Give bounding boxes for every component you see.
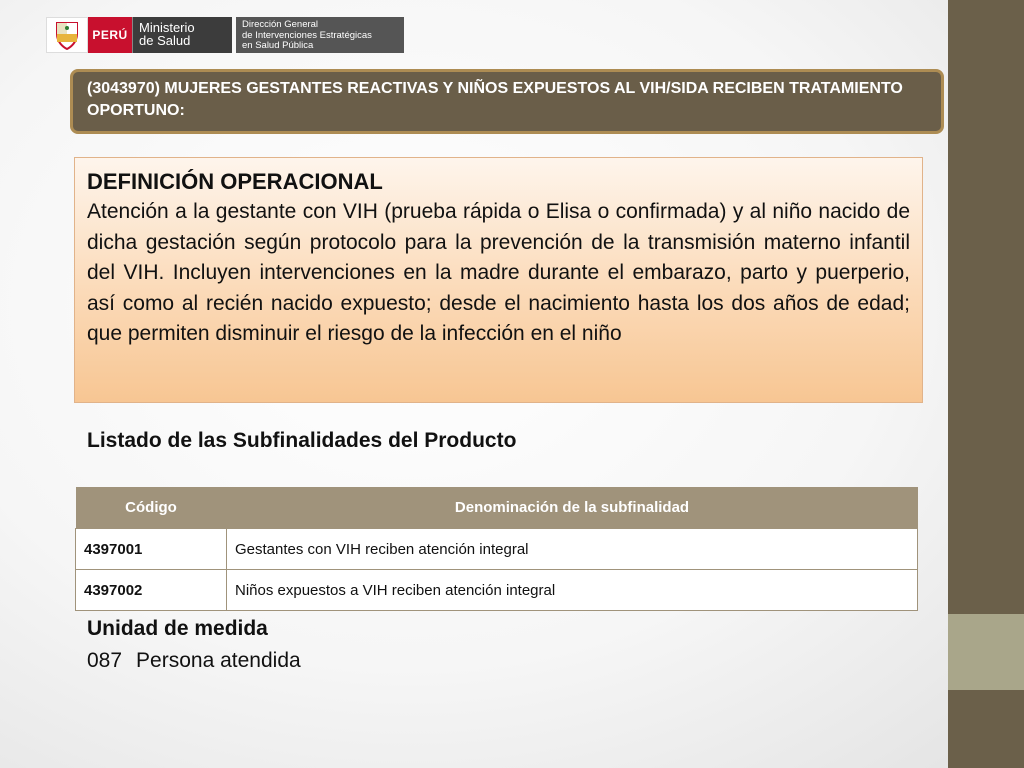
product-title-banner: (3043970) MUJERES GESTANTES REACTIVAS Y NIÑOS EXPUESTOS AL VIH/SIDA RECIBEN TRATAMIENTO OPORTUNO:	[70, 69, 944, 134]
row-code: 4397001	[76, 529, 227, 570]
column-header-code: Código	[76, 487, 227, 529]
direction-name: Dirección General de Intervenciones Estratégicas en Salud Pública	[236, 17, 404, 53]
subfinalidades-heading: Listado de las Subfinalidades del Producto	[87, 429, 517, 452]
definition-box	[74, 157, 923, 403]
definition-heading: DEFINICIÓN OPERACIONAL	[87, 169, 383, 194]
table-row	[76, 529, 918, 570]
column-header-name: Denominación de la subfinalidad	[227, 487, 918, 529]
ministry-name: Ministerio de Salud	[132, 17, 232, 53]
unit-heading: Unidad de medida	[87, 617, 268, 640]
unit-value	[87, 649, 301, 673]
side-decoration-bar	[948, 0, 1024, 768]
subfinalidades-table	[75, 487, 918, 611]
table-row	[76, 570, 918, 611]
unit-label: Persona atendida	[136, 649, 301, 672]
row-name: Niños expuestos a VIH reciben atención integral	[227, 570, 918, 611]
table-header-row	[76, 487, 918, 529]
side-accent-block	[948, 614, 1024, 690]
row-name: Gestantes con VIH reciben atención integral	[227, 529, 918, 570]
definition-text: Atención a la gestante con VIH (prueba rápida o Elisa o confirmada) y al niño nacido de dicha gestación según protocolo para la prevención de la transmisión materno infantil del VIH. Incluyen intervenciones en la madre durante el embarazo, parto y puerperio, así como al recién nacido expuesto; desde el nacimiento hasta los dos años de edad; que permiten disminuir el riesgo de la infección en el niño	[87, 200, 910, 345]
row-code: 4397002	[76, 570, 227, 611]
coat-of-arms-icon	[46, 17, 88, 53]
unit-code: 087	[87, 649, 123, 672]
peru-label: PERÚ	[88, 17, 132, 53]
ministry-logo	[46, 17, 404, 53]
